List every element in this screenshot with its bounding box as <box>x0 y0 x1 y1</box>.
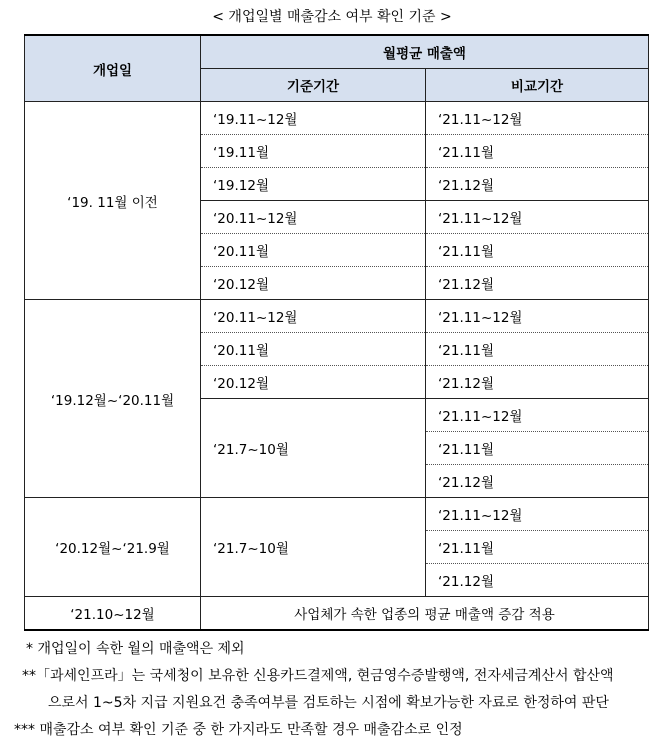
base-period-cell: ‘19.11월 <box>201 135 426 168</box>
header-open-date: 개업일 <box>25 35 201 102</box>
compare-period-cell: ‘21.11~12월 <box>426 102 649 135</box>
compare-period-cell: ‘21.11~12월 <box>426 399 649 432</box>
open-date-cell: ‘19. 11월 이전 <box>25 102 201 300</box>
base-period-cell: ‘19.11~12월 <box>201 102 426 135</box>
compare-period-cell: ‘21.11~12월 <box>426 300 649 333</box>
compare-period-cell: ‘21.12월 <box>426 564 649 597</box>
compare-period-cell: ‘21.11월 <box>426 333 649 366</box>
footnote-2: **「과세인프라」는 국세청이 보유한 신용카드결제액, 현금영수증발행액, 전자세금계산서 합산액 <box>22 668 614 684</box>
base-period-cell: ‘21.7~10월 <box>201 498 426 597</box>
footnote-3: *** 매출감소 여부 확인 기준 중 한 가지라도 만족할 경우 매출감소로 인정 <box>14 722 463 738</box>
table-title: < 개업일별 매출감소 여부 확인 기준 > <box>212 9 452 25</box>
footnote-1: * 개업일이 속한 월의 매출액은 제외 <box>26 641 245 657</box>
compare-period-cell: ‘21.12월 <box>426 168 649 201</box>
sales-criteria-table <box>24 34 649 631</box>
base-period-cell: ‘20.12월 <box>201 366 426 399</box>
industry-average-cell: 사업체가 속한 업종의 평균 매출액 증감 적용 <box>201 597 649 631</box>
table-row <box>25 300 649 333</box>
base-period-cell: ‘20.11~12월 <box>201 300 426 333</box>
base-period-cell: ‘20.12월 <box>201 267 426 300</box>
base-period-cell: ‘20.11월 <box>201 234 426 267</box>
header-monthly-avg-sales: 월평균 매출액 <box>201 35 649 69</box>
compare-period-cell: ‘21.12월 <box>426 366 649 399</box>
compare-period-cell: ‘21.11월 <box>426 234 649 267</box>
base-period-cell: ‘20.11~12월 <box>201 201 426 234</box>
header-compare-period: 비교기간 <box>426 69 649 102</box>
compare-period-cell: ‘21.11~12월 <box>426 498 649 531</box>
compare-period-cell: ‘21.11월 <box>426 531 649 564</box>
open-date-cell: ‘21.10~12월 <box>25 597 201 631</box>
compare-period-cell: ‘21.11~12월 <box>426 201 649 234</box>
table-row <box>25 498 649 531</box>
open-date-cell: ‘19.12월~‘20.11월 <box>25 300 201 498</box>
compare-period-cell: ‘21.11월 <box>426 135 649 168</box>
table-row <box>25 597 649 631</box>
open-date-cell: ‘20.12월~‘21.9월 <box>25 498 201 597</box>
footnote-2-continued: 으로서 1~5차 지급 지원요건 충족여부를 검토하는 시점에 확보가능한 자료로 한정하여 판단 <box>48 695 609 711</box>
compare-period-cell: ‘21.12월 <box>426 267 649 300</box>
compare-period-cell: ‘21.12월 <box>426 465 649 498</box>
base-period-cell: ‘19.12월 <box>201 168 426 201</box>
base-period-cell: ‘21.7~10월 <box>201 399 426 498</box>
base-period-cell: ‘20.11월 <box>201 333 426 366</box>
compare-period-cell: ‘21.11월 <box>426 432 649 465</box>
table-row <box>25 102 649 135</box>
header-base-period: 기준기간 <box>201 69 426 102</box>
